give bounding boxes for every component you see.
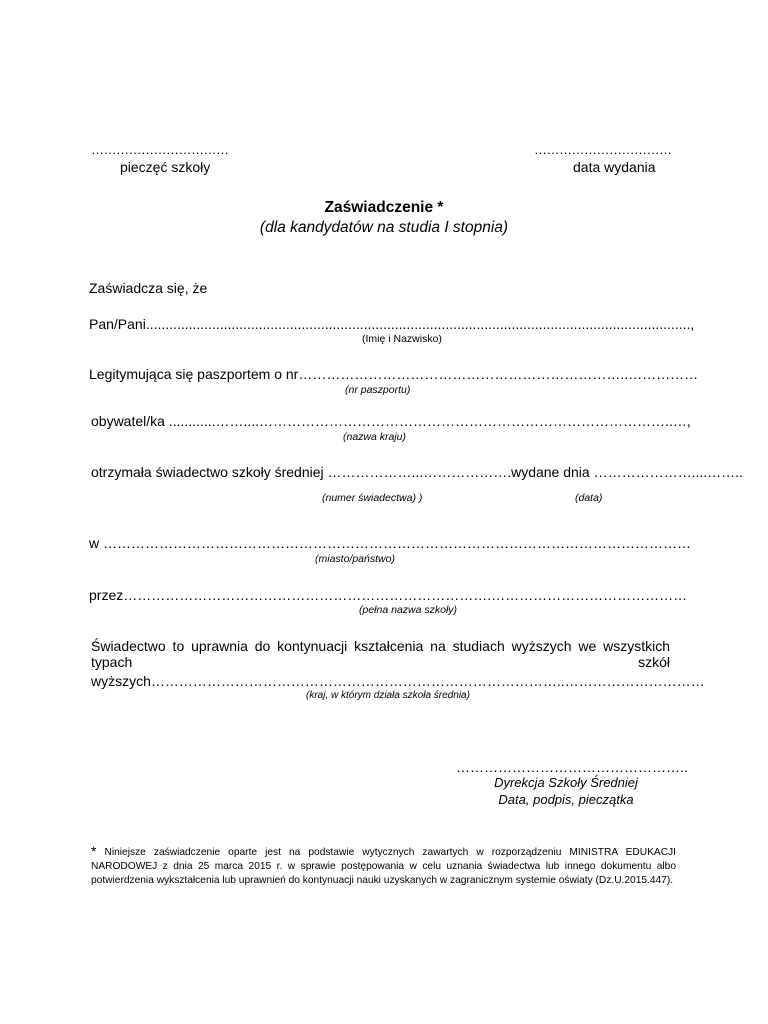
date-dots: ……………………………	[534, 142, 672, 157]
certificate-number-hint: (numer świadectwa) )	[322, 492, 423, 504]
name-line: Pan/Pani............................................................................................................................................,	[89, 316, 695, 332]
date-label: data wydania	[573, 159, 656, 175]
country-line: wyższych……………………………………………………………………………..…………………………	[91, 673, 705, 689]
citizen-hint: (nazwa kraju)	[343, 431, 407, 443]
signature-dots: …………………………………………..	[456, 759, 688, 775]
place-line: w ………………………………………………………………………………………………………………	[89, 535, 691, 551]
passport-hint: (nr paszportu)	[345, 384, 411, 396]
signature-line-1: Dyrekcja Szkoły Średniej	[494, 775, 638, 790]
school-hint: (pełna nazwa szkoły)	[359, 604, 458, 616]
country-hint: (kraj, w którym działa szkoła średnia)	[306, 690, 470, 701]
school-line: przez…………………………………………………………………….……………………………………	[89, 587, 688, 603]
stamp-dots: ……………………………	[91, 142, 229, 157]
entitles-line: Świadectwo to uprawnia do kontynuacji kształcenia na studiach wyższych we wszystkich typach szkół	[91, 638, 670, 670]
certificate-date-hint: (data)	[575, 492, 603, 504]
name-hint: (Imię i Nazwisko)	[362, 333, 442, 345]
stamp-label: pieczęć szkoły	[120, 159, 211, 175]
document-subtitle: (dla kandydatów na studia I stopnia)	[259, 219, 509, 236]
document-title: Zaświadczenie *	[324, 199, 444, 216]
signature-line-2: Data, podpis, pieczątka	[498, 792, 634, 807]
footnote	[91, 844, 676, 888]
place-hint: (miasto/państwo)	[315, 553, 395, 565]
footnote-star: *	[91, 843, 97, 859]
passport-line: Legitymująca się paszportem o nr……………………………………………………………..……………	[89, 366, 699, 382]
intro-text: Zaświadcza się, że	[89, 280, 208, 296]
certificate-line: otrzymała świadectwo szkoły średniej ………………...……………….wydane dnia …………………....……..	[91, 464, 743, 480]
citizen-line: obywatel/ka ............……....……………………………………………………………………………..…,	[91, 413, 691, 429]
footnote-text: Niniejsze zaświadczenie oparte jest na podstawie wytycznych zawartych w rozporządzeniu MINISTRA EDUKACJI NARODOWEJ z dnia 25 marca 2015 r. w sprawie postępowania w celu uznania świadectwa lub innego dokumentu albo potwierdzenia wykształcenia lub uprawnień do kontynuacji nauki uzyskanych w zagranicznym systemie oświaty (Dz.U.2015.447).	[91, 847, 676, 886]
